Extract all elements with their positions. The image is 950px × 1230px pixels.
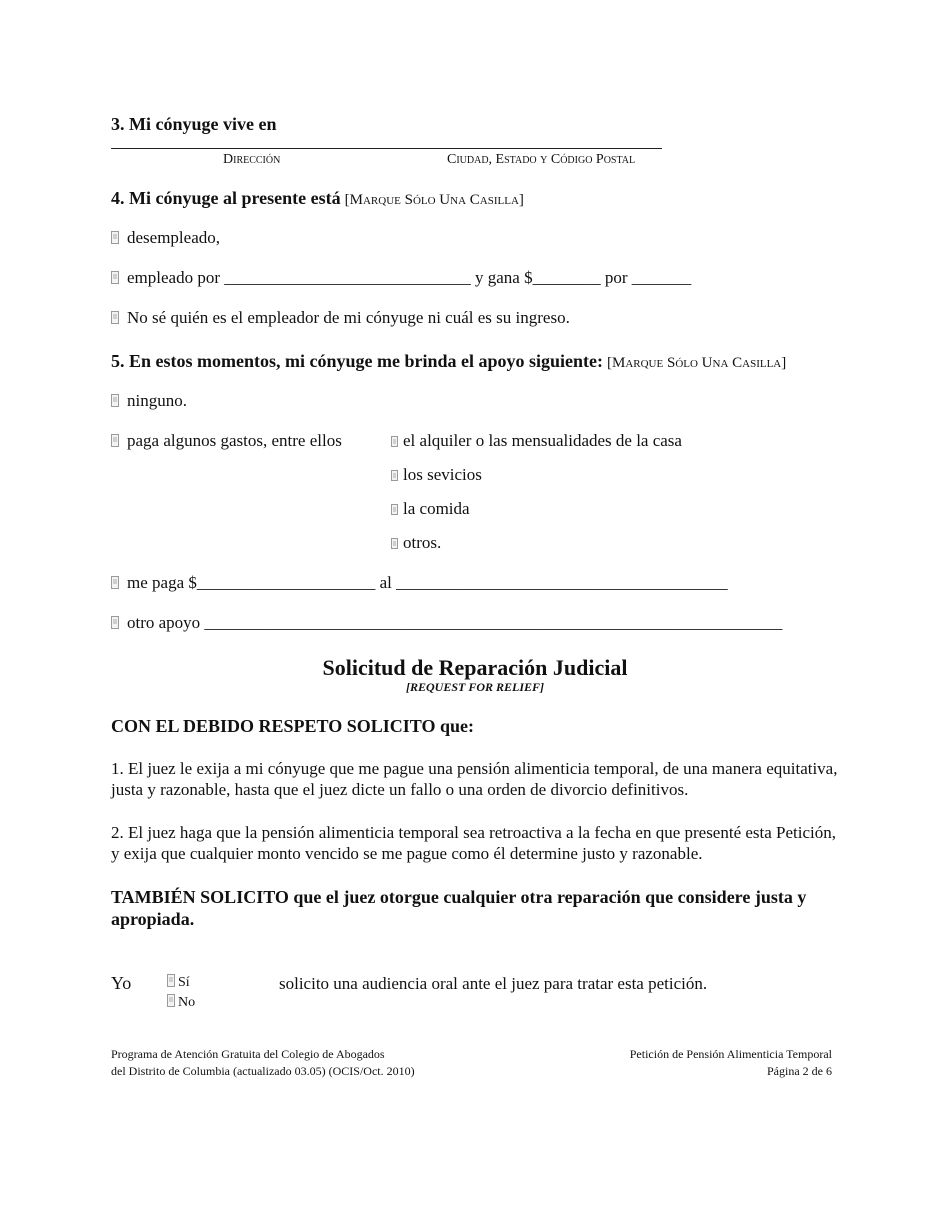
option-none[interactable]	[111, 390, 187, 411]
hearing-yes-option[interactable]	[167, 974, 190, 992]
footer-left-line2: del Distrito de Columbia (actualizado 03.05) (OCIS/Oct. 2010)	[111, 1064, 415, 1078]
checkbox-unemployed[interactable]	[111, 231, 119, 244]
address-line[interactable]	[111, 148, 662, 149]
checkbox-rent[interactable]	[391, 436, 398, 447]
request-item-2: 2. El juez haga que la pensión alimenticia temporal sea retroactiva a la fecha en que presenté esta Petición, y exija que cualquier monto vencido se me pague como él determine justo y razonable.	[111, 823, 837, 863]
option-other-support-label: otro apoyo ____________________________________________________________________	[127, 613, 783, 632]
sub-option-utilities-label: los sevicios	[403, 465, 482, 484]
option-other-support[interactable]	[111, 612, 782, 633]
sub-option-other[interactable]	[391, 532, 441, 553]
hearing-text: solicito una audiencia oral ante el juez para tratar esta petición.	[279, 974, 708, 993]
checkbox-hearing-yes[interactable]	[167, 974, 175, 987]
footer-right-line1: Petición de Pensión Alimenticia Temporal	[629, 1047, 832, 1061]
checkbox-employed[interactable]	[111, 271, 119, 284]
checkbox-unknown-employer[interactable]	[111, 311, 119, 324]
option-unknown-employer[interactable]	[111, 307, 570, 328]
checkbox-other-expense[interactable]	[391, 538, 398, 549]
hearing-no-option[interactable]	[167, 994, 195, 1012]
option-unemployed[interactable]	[111, 227, 220, 248]
sub-option-food[interactable]	[391, 498, 470, 519]
request-item-1: 1. El juez le exija a mi cónyuge que me pague una pensión alimenticia temporal, de una manera equitativa, justa y razonable, hasta que el juez dicte un fallo o una orden de divorcio definitivos.	[111, 759, 838, 799]
checkbox-hearing-no[interactable]	[167, 994, 175, 1007]
option-employed[interactable]	[111, 267, 691, 288]
section4-heading-row	[111, 187, 524, 210]
checkbox-other-support[interactable]	[111, 616, 119, 629]
section5-heading: 5. En estos momentos, mi cónyuge me brinda el apoyo siguiente:	[111, 351, 603, 371]
option-none-label: ninguno.	[127, 391, 187, 410]
sub-option-rent-label: el alquiler o las mensualidades de la casa	[403, 431, 682, 450]
sub-option-utilities[interactable]	[391, 464, 482, 485]
option-employed-label: empleado por _____________________________ y gana $________ por _______	[127, 268, 692, 287]
relief-subtitle: [REQUEST FOR RELIEF]	[405, 680, 545, 694]
sub-option-rent[interactable]	[391, 430, 682, 451]
section5-heading-row	[111, 350, 786, 373]
also-request: TAMBIÉN SOLICITO que el juez otorgue cualquier otra reparación que considere justa y apropiada.	[111, 887, 807, 929]
section4-heading: 4. Mi cónyuge al presente está	[111, 188, 341, 208]
address-label: Dirección	[223, 152, 281, 167]
sub-option-other-label: otros.	[403, 533, 442, 552]
option-pays-me-label: me paga $_____________________ al _______________________________________	[127, 573, 728, 592]
sub-option-food-label: la comida	[403, 499, 470, 518]
checkbox-pays-expenses[interactable]	[111, 434, 119, 447]
checkbox-none[interactable]	[111, 394, 119, 407]
checkbox-food[interactable]	[391, 504, 398, 515]
option-pays-expenses[interactable]	[111, 430, 342, 451]
relief-title: Solicitud de Reparación Judicial	[322, 655, 628, 680]
option-pays-me[interactable]	[111, 572, 728, 593]
hearing-yes-label: Sí	[178, 975, 190, 990]
footer-left-line1: Programa de Atención Gratuita del Colegio de Abogados	[111, 1047, 385, 1061]
hearing-no-label: No	[178, 995, 196, 1010]
option-unknown-employer-label: No sé quién es el empleador de mi cónyuge ni cuál es su ingreso.	[127, 308, 570, 327]
request-heading: CON EL DEBIDO RESPETO SOLICITO que:	[111, 716, 474, 736]
section4-instruction: [Marque Sólo Una Casilla]	[344, 192, 524, 208]
section5-instruction: [Marque Sólo Una Casilla]	[607, 355, 787, 371]
city-state-zip-label: Ciudad, Estado y Código Postal	[447, 152, 636, 167]
section3-heading: 3. Mi cónyuge vive en	[111, 114, 277, 134]
option-pays-expenses-label: paga algunos gastos, entre ellos	[127, 431, 342, 450]
checkbox-utilities[interactable]	[391, 470, 398, 481]
option-unemployed-label: desempleado,	[127, 228, 220, 247]
checkbox-pays-me[interactable]	[111, 576, 119, 589]
hearing-yo: Yo	[111, 973, 132, 993]
footer-page-number: Página 2 de 6	[767, 1064, 832, 1078]
